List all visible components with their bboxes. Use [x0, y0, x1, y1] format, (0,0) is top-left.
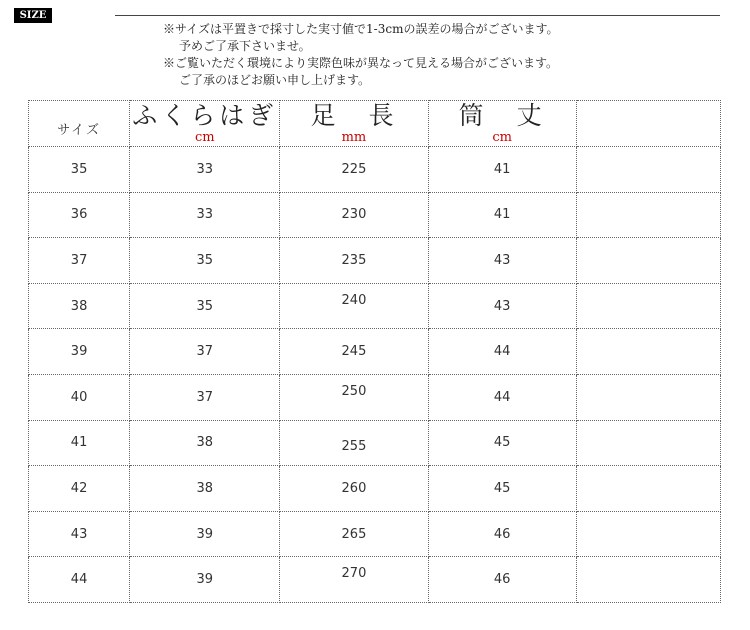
size-badge: SIZE: [14, 8, 52, 23]
header-foot-unit: mm: [341, 130, 367, 145]
cell-shaft: [428, 374, 576, 420]
table-row: [29, 420, 721, 466]
cell-size: [29, 329, 130, 375]
cell-foot: [280, 192, 428, 238]
cell-foot-value: 240: [341, 292, 367, 308]
cell-size-value: 41: [70, 435, 88, 451]
cell-calf: [130, 238, 280, 284]
cell-calf: [130, 147, 280, 193]
cell-empty: [576, 283, 720, 329]
cell-empty: [576, 147, 720, 193]
header-shaft-label: 筒 丈: [458, 101, 546, 130]
cell-empty: [576, 192, 720, 238]
cell-foot-value: 250: [341, 383, 367, 399]
cell-foot: [280, 147, 428, 193]
cell-calf-value: 38: [196, 435, 214, 451]
cell-size: [29, 192, 130, 238]
cell-size: [29, 238, 130, 284]
cell-foot-value: 270: [341, 566, 367, 582]
cell-foot: [280, 374, 428, 420]
cell-foot-value: 245: [341, 344, 367, 360]
cell-shaft-value: 44: [493, 344, 511, 360]
cell-foot-value: 255: [341, 439, 367, 455]
table-row: [29, 466, 721, 512]
cell-empty: [576, 329, 720, 375]
cell-foot-value: 260: [341, 480, 367, 496]
cell-calf-value: 35: [196, 252, 214, 268]
cell-calf: [130, 192, 280, 238]
cell-shaft-value: 45: [493, 435, 511, 451]
cell-calf: [130, 466, 280, 512]
cell-size: [29, 374, 130, 420]
header-shaft-unit: cm: [492, 130, 512, 145]
note-line: ※サイズは平置きで採寸した実寸値で1-3cmの誤差の場合がございます。: [163, 22, 559, 36]
cell-shaft: [428, 283, 576, 329]
header-calf: [130, 101, 280, 147]
cell-size-value: 43: [70, 526, 88, 542]
cell-foot-value: 230: [341, 207, 367, 223]
cell-calf: [130, 511, 280, 557]
header-foot-label: 足 長: [310, 101, 398, 130]
table-row: [29, 511, 721, 557]
size-chart-table: [28, 100, 721, 603]
cell-calf-value: 33: [196, 207, 214, 223]
cell-foot: [280, 329, 428, 375]
cell-size: [29, 511, 130, 557]
cell-shaft: [428, 511, 576, 557]
cell-empty: [576, 557, 720, 603]
table-row: [29, 329, 721, 375]
cell-empty: [576, 466, 720, 512]
cell-calf-value: 33: [196, 161, 214, 177]
cell-foot: [280, 420, 428, 466]
cell-shaft: [428, 329, 576, 375]
cell-shaft-value: 45: [493, 480, 511, 496]
cell-empty: [576, 374, 720, 420]
cell-calf-value: 39: [196, 572, 214, 588]
header-calf-label: ふくらはぎ: [132, 101, 278, 130]
cell-size: [29, 283, 130, 329]
cell-calf-value: 37: [196, 344, 214, 360]
header-empty: [576, 101, 720, 147]
note-line: ※ご覧いただく環境により実際色味が異なって見える場合がございます。: [163, 56, 559, 70]
header-divider: [115, 15, 720, 16]
cell-size-value: 37: [70, 252, 88, 268]
cell-empty: [576, 420, 720, 466]
table-row: [29, 557, 721, 603]
cell-size-value: 42: [70, 480, 88, 496]
cell-calf-value: 38: [196, 480, 214, 496]
cell-size-value: 40: [70, 389, 88, 405]
cell-shaft-value: 43: [493, 298, 511, 314]
cell-calf: [130, 283, 280, 329]
cell-calf: [130, 329, 280, 375]
table-row: [29, 283, 721, 329]
table-body: [29, 147, 721, 603]
header-size: サイズ: [29, 101, 130, 147]
cell-size-value: 36: [70, 207, 88, 223]
cell-shaft: [428, 557, 576, 603]
cell-foot: [280, 511, 428, 557]
cell-foot-value: 225: [341, 161, 367, 177]
cell-size-value: 38: [70, 298, 88, 314]
cell-size: [29, 557, 130, 603]
cell-size: [29, 420, 130, 466]
cell-shaft-value: 44: [493, 389, 511, 405]
cell-shaft: [428, 420, 576, 466]
cell-shaft-value: 46: [493, 526, 511, 542]
cell-size-value: 39: [70, 344, 88, 360]
cell-shaft-value: 43: [493, 252, 511, 268]
cell-foot: [280, 466, 428, 512]
note-line: ご了承のほどお願い申し上げます。: [179, 73, 371, 87]
cell-foot-value: 265: [341, 526, 367, 542]
note-line: 予めご了承下さいませ。: [179, 39, 311, 53]
table-row: [29, 374, 721, 420]
cell-empty: [576, 238, 720, 284]
header-foot: [280, 101, 428, 147]
header-shaft: [428, 101, 576, 147]
cell-calf-value: 39: [196, 526, 214, 542]
table-row: [29, 238, 721, 284]
cell-calf: [130, 557, 280, 603]
cell-calf: [130, 374, 280, 420]
table-row: [29, 147, 721, 193]
cell-empty: [576, 511, 720, 557]
cell-foot-value: 235: [341, 252, 367, 268]
cell-shaft: [428, 238, 576, 284]
cell-shaft-value: 41: [493, 161, 511, 177]
header-row: [29, 101, 721, 147]
cell-size: [29, 466, 130, 512]
cell-foot: [280, 283, 428, 329]
cell-calf-value: 37: [196, 389, 214, 405]
cell-size-value: 44: [70, 572, 88, 588]
table-row: [29, 192, 721, 238]
cell-size: [29, 147, 130, 193]
cell-foot: [280, 557, 428, 603]
header-calf-unit: cm: [194, 130, 215, 145]
cell-shaft-value: 41: [493, 207, 511, 223]
cell-calf-value: 35: [196, 298, 214, 314]
cell-size-value: 35: [70, 161, 88, 177]
cell-calf: [130, 420, 280, 466]
cell-foot: [280, 238, 428, 284]
cell-shaft: [428, 147, 576, 193]
cell-shaft-value: 46: [493, 572, 511, 588]
notes-block: [163, 21, 723, 89]
cell-shaft: [428, 466, 576, 512]
cell-shaft: [428, 192, 576, 238]
